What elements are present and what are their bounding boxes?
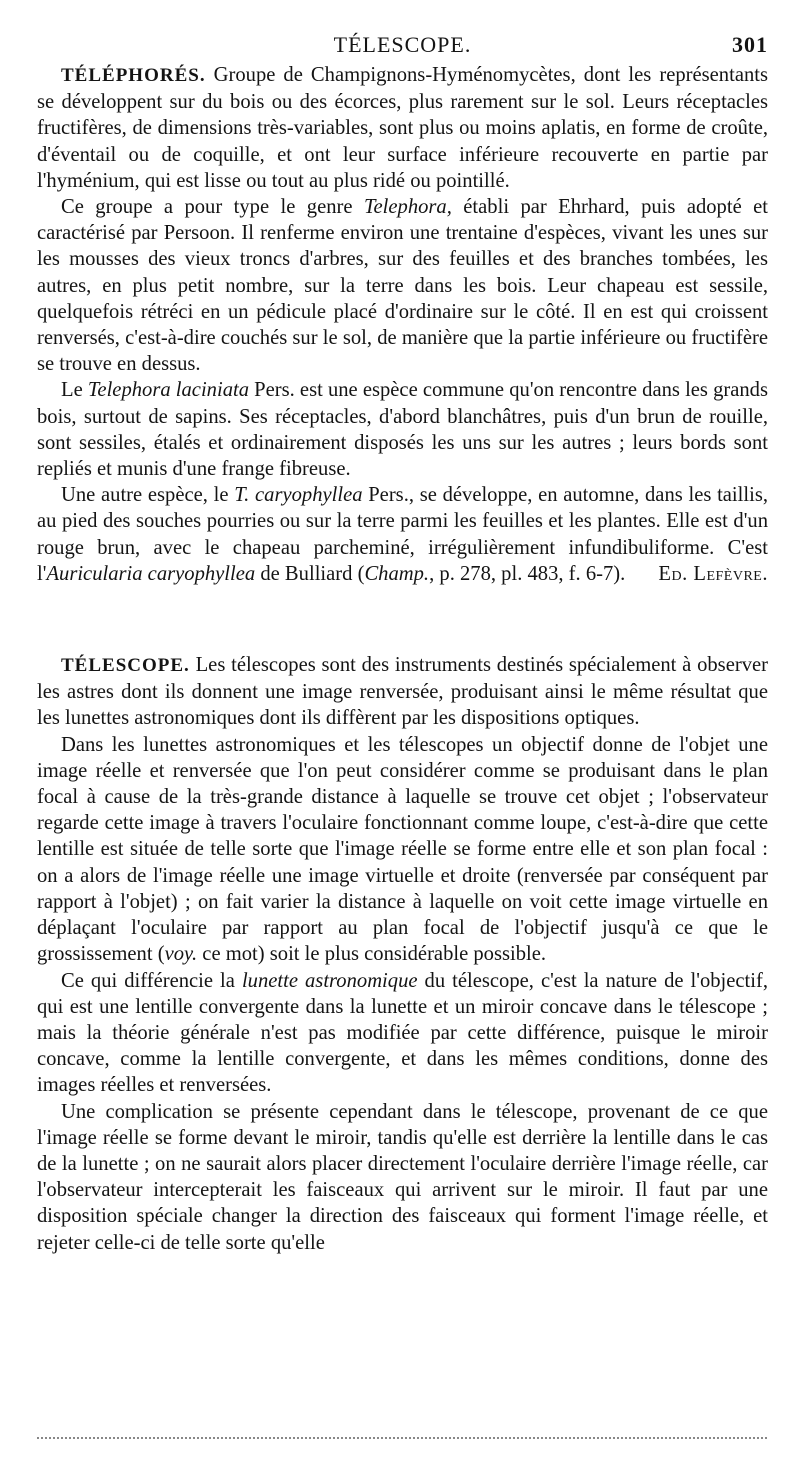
- paragraph-text: Pers., se développe, en automne, dans les taillis, au pied des souches pourries ou sur la terre parmi les feuilles et les plantes. Elle est d'un rouge brun, avec le chapeau parcheminé, irrégulièrement infundibuliforme. C'est l': [37, 484, 768, 585]
- article-paragraph: [37, 968, 768, 1099]
- paragraph-text: Groupe de Champignons-Hyménomycètes, dont les représentants se développent sur du bois ou des écorces, plus rarement sur le sol. Leurs réceptacles fructifères, de dimensions très-variables, sont plus ou moins aplatis, en forme de croûte, d'éventail ou de coquille, et ont leur surface inférieure recouverte en partie par l'hyménium, qui est lisse ou tout au plus ridé ou pointillé.: [37, 64, 768, 192]
- article-paragraph: [37, 62, 768, 194]
- article-separator: [37, 587, 768, 652]
- article-telescope: [37, 652, 768, 1256]
- paragraph-text: Les télescopes sont des instruments destinés spécialement à observer les astres dont ils donnent une image renversée, produisant ainsi le même résultat que les lunettes astronomiques dont ils diffèrent par les dispositions optiques.: [37, 654, 768, 730]
- paragraph-text: Pers. est une espèce commune qu'on rencontre dans les grands bois, surtout de sapins. Ses réceptacles, d'abord blanchâtres, puis d'un brun de rouille, sont sessiles, étalés et ordinairement disposés les uns sur les autres ; leurs bords sont repliés et munis d'une frange fibreuse.: [37, 379, 768, 481]
- running-head: [37, 28, 768, 62]
- paragraph-text: Une autre espèce, le: [61, 484, 235, 507]
- paragraph-text: Dans les lunettes astronomiques et les télescopes un objectif donne de l'objet une image réelle et renversée que l'on peut considérer comme se produisant dans le plan focal à cause de la très-grande distance à laquelle se trouve cet objet ; l'observateur regarde cette image à travers l'oculaire fonctionnant comme loupe, c'est-à-dire que cette lentille est située de telle sorte que l'image réelle se forme entre elle et son plan focal : on a alors de l'image réelle une image virtuelle et droite (renversée par conséquent par rapport à l'objet) ; on fait varier la distance à laquelle on voit cette image virtuelle en déplaçant l'oculaire par rapport au plan focal de l'objectif jusqu'à ce que le grossissement (: [37, 733, 768, 966]
- article-paragraph: [37, 482, 768, 587]
- page: [37, 28, 768, 1256]
- italic-term: Telephora laciniata: [87, 379, 250, 402]
- italic-term: Auricularia caryophyllea: [46, 562, 256, 585]
- paragraph-text: , p. 278, pl. 483, f. 6-7).: [429, 562, 626, 585]
- author-signature: Ed. Lefèvre.: [658, 562, 768, 585]
- article-headword: TÉLÉPHORÉS.: [61, 65, 206, 86]
- paragraph-text: du télescope, c'est la nature de l'objectif, qui est une lentille convergente dans la lunette et un miroir concave dans le télescope ; mais la théorie générale n'est pas modifiée par cette différence, puisque le miroir concave, comme la lentille convergente, et dans les mêmes conditions, donne des images réelles et renversées.: [37, 969, 769, 1097]
- italic-term: Champ.: [364, 562, 430, 585]
- footer-rule: [37, 1437, 767, 1439]
- paragraph-text: Le: [61, 379, 88, 402]
- paragraph-text: ce mot) soit le plus considérable possible.: [197, 943, 547, 966]
- paragraph-text: Ce groupe a pour type le genre: [61, 196, 364, 219]
- article-telephores: [37, 62, 768, 587]
- paragraph-text: Une complication se présente cependant dans le télescope, provenant de ce que l'image réelle se forme devant le miroir, tandis qu'elle est derrière la lentille dans le cas de la lunette ; on ne saurait alors placer directement l'oculaire derrière l'image réelle, car l'observateur intercepterait les faisceaux qui arrivent sur le miroir. Il faut par une disposition spéciale changer la direction des faisceaux qui forment l'image réelle, et rejeter celle-ci de telle sorte qu'elle: [37, 1100, 768, 1254]
- page-number: 301: [732, 32, 768, 57]
- article-paragraph: [37, 1099, 768, 1256]
- article-paragraph: [37, 377, 768, 482]
- italic-term: T. caryophyllea: [234, 484, 363, 507]
- italic-term: Telephora,: [363, 196, 452, 219]
- paragraph-text: Ce qui différencie la: [61, 969, 242, 992]
- running-head-title: TÉLESCOPE.: [333, 32, 472, 57]
- italic-term: voy.: [164, 943, 198, 966]
- italic-term: lunette astronomique: [241, 969, 418, 992]
- article-paragraph: [37, 652, 768, 732]
- article-paragraph: [37, 732, 768, 968]
- paragraph-text: établi par Ehrhard, puis adopté et caractérisé par Persoon. Il renferme environ une trentaine d'espèces, vivant les unes sur les mousses des vieux troncs d'arbres, sur des feuilles et des branches tombées, les autres, en plus petit nombre, sur la terre dans les bois. Leur chapeau est sessile, quelquefois rétréci en un pédicule placé d'ordinaire sur le côté. Il en est qui croissent renversés, c'est-à-dire couchés sur le sol, de manière que la partie inférieure ou fructifère se trouve en dessus.: [37, 196, 768, 376]
- paragraph-text: de Bulliard (: [255, 562, 365, 585]
- article-headword: TÉLESCOPE.: [61, 655, 190, 677]
- article-paragraph: [37, 194, 768, 377]
